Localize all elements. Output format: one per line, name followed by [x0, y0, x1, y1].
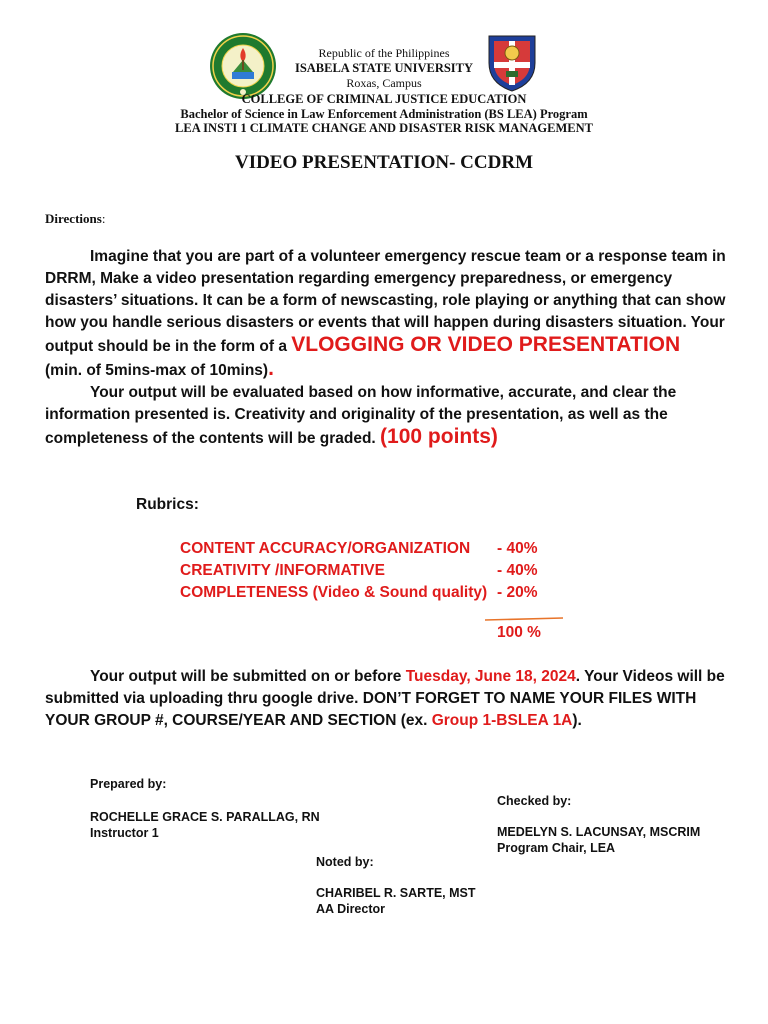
- duration-text: (min. of 5mins-max of 10mins): [45, 362, 269, 379]
- noted-by-title: AA Director: [316, 902, 385, 916]
- header-university: ISABELA STATE UNIVERSITY: [294, 61, 474, 75]
- directions-label: Directions:: [45, 211, 106, 226]
- rubric-criterion: COMPLETENESS (Video & Sound quality): [180, 584, 488, 601]
- instructions-paragraph: [45, 246, 735, 450]
- prepared-by-name: ROCHELLE GRACE S. PARALLAG, RN: [90, 810, 320, 824]
- prepared-by-label: Prepared by:: [90, 777, 167, 791]
- rubric-weight: - 20%: [497, 584, 538, 601]
- prepared-by-title: Instructor 1: [90, 826, 159, 840]
- header-college: COLLEGE OF CRIMINAL JUSTICE EDUCATION: [241, 92, 527, 106]
- duration-period: .: [268, 357, 274, 380]
- checked-by-name: MEDELYN S. LACUNSAY, MSCRIM: [497, 825, 701, 839]
- instructions-text: Imagine that you are part of a volunteer emergency rescue team or a response team in DRRM, Make a video presentation regarding emergency preparedness, or emergency disasters’ situations. It can be a form of newscasting, role playing or anything that can show how you handle serious disasters or events that will happen during disasters situation. Your output should be in the form of a: [45, 248, 726, 355]
- deadline-date: Tuesday, June 18, 2024: [405, 668, 576, 685]
- rubric-criterion: CONTENT ACCURACY/ORGANIZATION: [180, 540, 471, 557]
- header-campus: Roxas, Campus: [346, 76, 422, 90]
- rubrics-label: Rubrics:: [136, 496, 199, 513]
- submission-text-3: ).: [572, 712, 582, 729]
- points-highlight: (100 points): [380, 425, 498, 448]
- noted-by-label: Noted by:: [316, 855, 374, 869]
- noted-by-name: CHARIBEL R. SARTE, MST: [316, 886, 476, 900]
- rubric-criterion: CREATIVITY /INFORMATIVE: [180, 562, 385, 579]
- submission-text: Your output will be submitted on or before: [90, 668, 406, 685]
- header-republic: Republic of the Philippines: [318, 46, 450, 60]
- submission-text-2: . Your Videos will be submitted via uploading thru google drive. DON’T FORGET TO NAME YOUR FILES WITH YOUR GROUP #, COURSE/YEAR AND SECTION (ex.: [45, 668, 725, 729]
- directions-label-text: Directions: [45, 211, 102, 226]
- file-name-example: Group 1-BSLEA 1A: [431, 712, 573, 729]
- rubric-total: 100 %: [497, 624, 541, 641]
- checked-by-label: Checked by:: [497, 794, 572, 808]
- rubric-weight: - 40%: [497, 562, 538, 579]
- rubric-weight: - 40%: [497, 540, 538, 557]
- presentation-format-highlight: VLOGGING OR VIDEO PRESENTATION: [291, 333, 681, 356]
- total-underline: [484, 608, 564, 612]
- evaluation-text: Your output will be evaluated based on how informative, accurate, and clear the information presented is. Creativity and originality of the presentation, as well as the completeness of the contents will be graded.: [45, 384, 677, 447]
- document-title: VIDEO PRESENTATION- CCDRM: [234, 152, 534, 173]
- checked-by-title: Program Chair, LEA: [497, 841, 616, 855]
- submission-paragraph: [45, 666, 735, 732]
- header-program: Bachelor of Science in Law Enforcement Administration (BS LEA) Program: [180, 107, 588, 121]
- header-course: LEA INSTI 1 CLIMATE CHANGE AND DISASTER RISK MANAGEMENT: [175, 121, 593, 135]
